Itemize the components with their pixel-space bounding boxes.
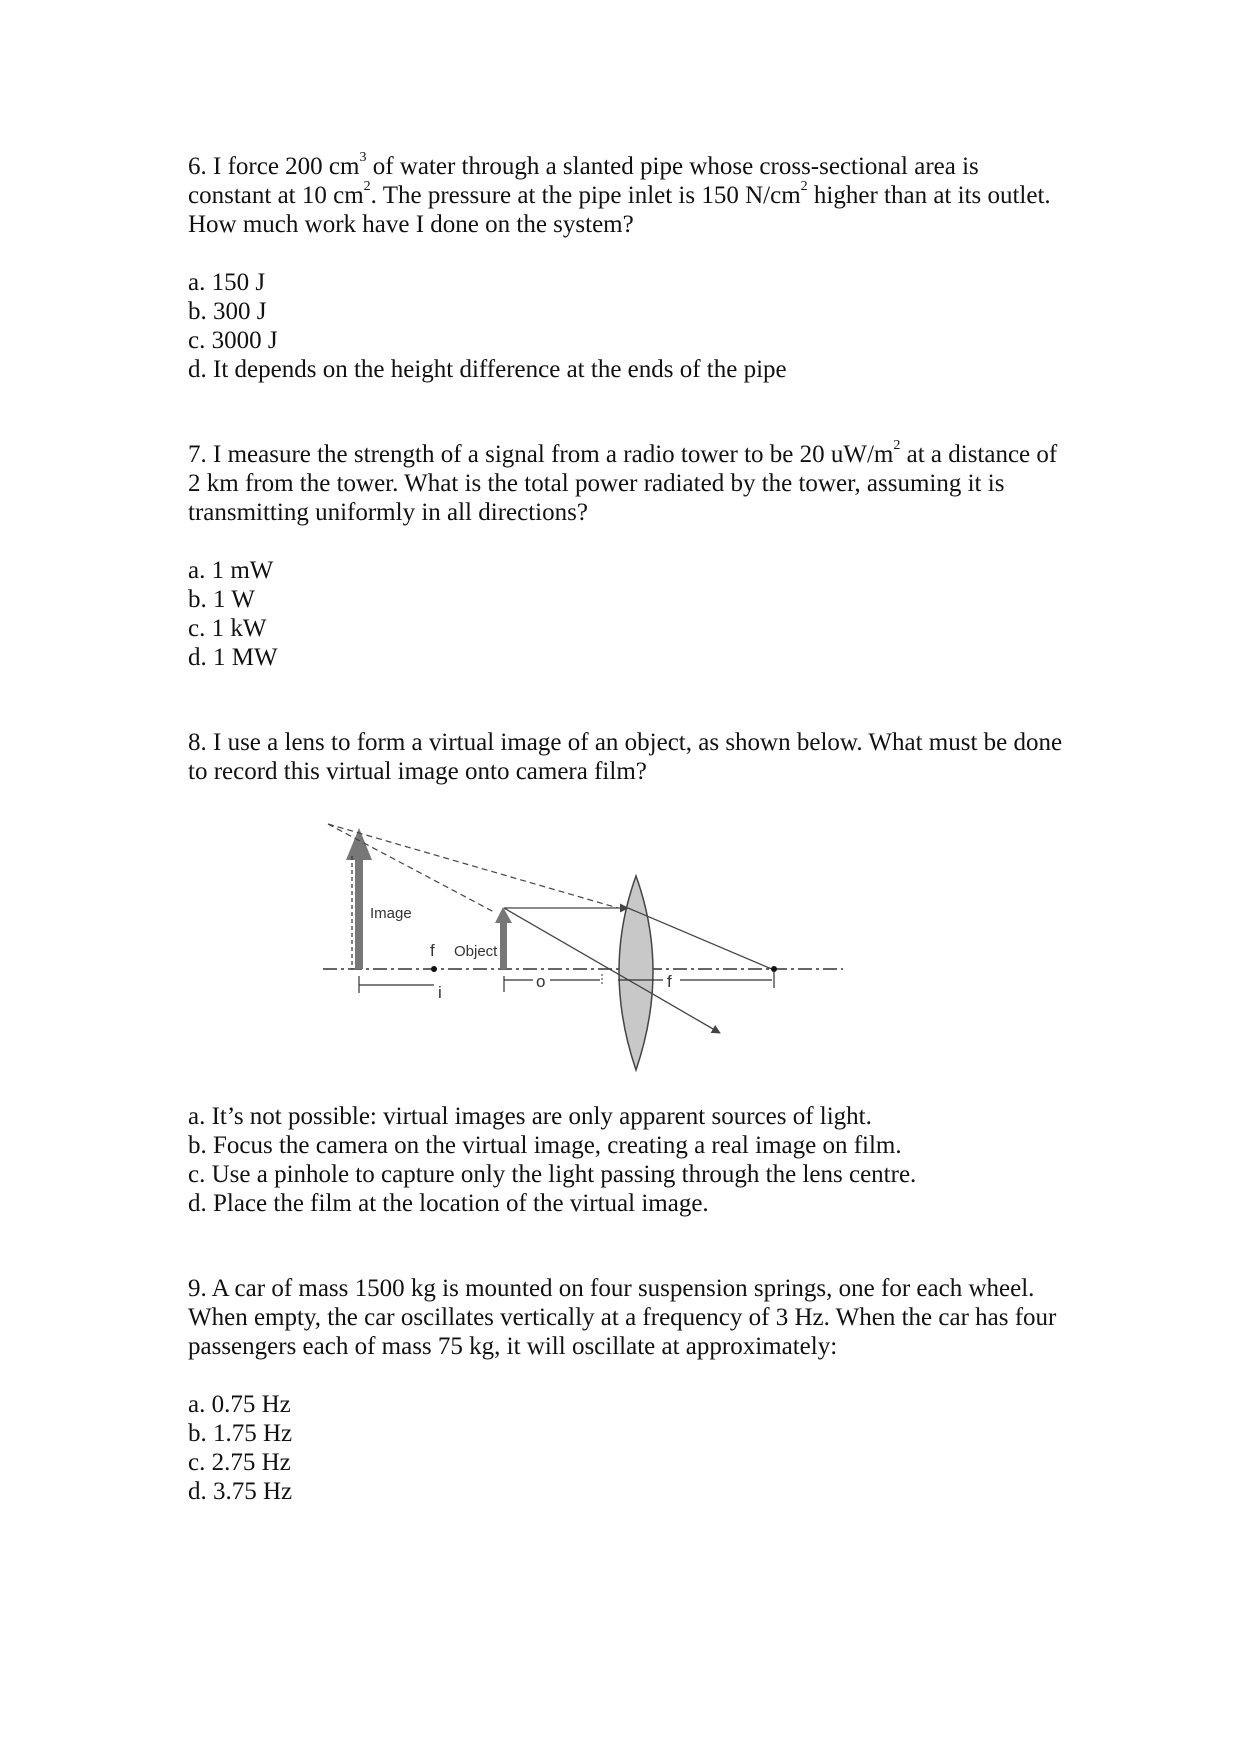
f-label-right: f (667, 972, 672, 991)
object-shaft (500, 920, 507, 969)
virtual-image-shaft (355, 856, 363, 969)
option-a: a. It’s not possible: virtual images are only apparent sources of light. (188, 1103, 872, 1130)
focal-point-left (431, 966, 437, 972)
option-b: b. 1 W (188, 586, 255, 613)
option-a: a. 1 mW (188, 557, 274, 584)
ray-through-centre (504, 908, 720, 1033)
virtual-ray-extension-1 (328, 824, 494, 912)
option-a: a. 0.75 Hz (188, 1391, 291, 1418)
question-8-options (188, 1102, 1068, 1218)
option-b: b. 1.75 Hz (188, 1420, 293, 1447)
question-6-options (188, 268, 1068, 384)
question-6 (188, 149, 1068, 384)
question-7-options (188, 556, 1068, 672)
option-d: d. 1 MW (188, 644, 278, 671)
option-d: d. 3.75 Hz (188, 1478, 293, 1505)
question-6-stem: 6. I force 200 $cm^3$ of water through a slanted pipe whose cross-sectional area is constant at 10 $cm^2$. The pressure at the pipe inlet is 150 $N/cm^2$ higher than at its outlet. How much work have I done on the system? (188, 149, 1051, 238)
image-label: Image (370, 905, 412, 922)
option-b: b. Focus the camera on the virtual image, creating a real image on film. (188, 1132, 902, 1159)
option-b: b. 300 J (188, 298, 267, 325)
o-label: o (536, 972, 546, 991)
virtual-ray-extension-2 (328, 824, 618, 908)
question-7-stem: 7. I measure the strength of a signal from a radio tower to be 20 $uW/m^2$ at a distance of 2 km from the tower. What is the total power radiated by the tower, assuming it is transmitting uniformly in all directions? (188, 437, 1058, 526)
i-label: i (438, 983, 442, 1002)
question-8-stem: 8. I use a lens to form a virtual image of an object, as shown below. What must be done to record this virtual image onto camera film? (188, 729, 1063, 785)
option-c: c. 3000 J (188, 327, 278, 354)
question-8 (188, 728, 1068, 786)
option-d: d. It depends on the height difference at the ends of the pipe (188, 356, 787, 383)
object-arrowhead (495, 907, 512, 923)
option-c: c. 1 kW (188, 615, 267, 642)
question-9-stem: 9. A car of mass 1500 kg is mounted on four suspension springs, one for each wheel. When empty, the car oscillates vertically at a frequency of 3 Hz. When the car has four passengers each of mass 75 kg, it will oscillate at approximately: (188, 1275, 1057, 1360)
object-label: Object (454, 943, 498, 960)
convex-lens (619, 876, 653, 1070)
question-9-options (188, 1390, 1068, 1506)
focal-point-right (771, 966, 777, 972)
lens-diagram (318, 808, 848, 1078)
option-c: c. Use a pinhole to capture only the light passing through the lens centre. (188, 1161, 917, 1188)
option-a: a. 150 J (188, 269, 266, 296)
question-9 (188, 1274, 1068, 1506)
option-c: c. 2.75 Hz (188, 1449, 291, 1476)
question-7 (188, 437, 1068, 672)
f-label-left: f (430, 941, 435, 960)
option-d: d. Place the film at the location of the virtual image. (188, 1190, 709, 1217)
